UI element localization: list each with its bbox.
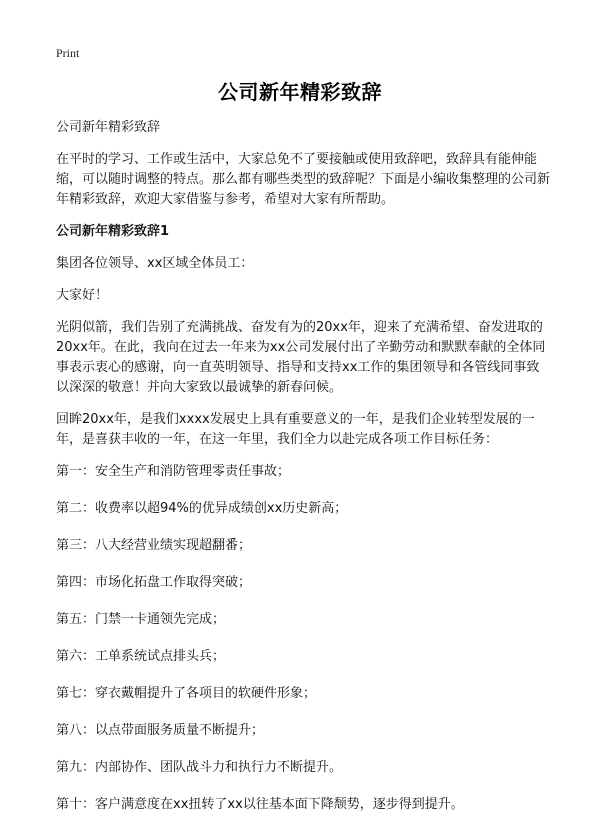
salutation: 集团各位领导、xx区域全体员工： — [56, 256, 254, 271]
print-link[interactable]: Print — [56, 46, 80, 60]
intro-paragraph: 在平时的学习、工作或生活中，大家总免不了要接触或使用致辞吧，致辞具有能伸能缩，可以随时调整的特点。那么都有哪些类型的致辞呢？下面是小编收集整理的公司新年精彩致辞，欢迎大家借鉴与参考，希望对大家有所帮助。 — [56, 152, 551, 207]
list-item: 第一：安全生产和消防管理零责任事故； — [56, 464, 291, 479]
list-item: 第十：客户满意度在xx扭转了xx以往基本面下降颓势，逐步得到提升。 — [56, 797, 464, 812]
document-subtitle: 公司新年精彩致辞 — [56, 120, 161, 135]
list-item: 第二：收费率以超94%的优异成绩创xx历史新高； — [56, 501, 348, 516]
list-item: 第五：门禁一卡通领先完成； — [56, 612, 226, 627]
section-heading: 公司新年精彩致辞1 — [56, 224, 170, 239]
page-title: 公司新年精彩致辞 — [218, 80, 382, 104]
list-item: 第六：工单系统试点排头兵； — [56, 649, 226, 664]
list-item: 第三：八大经营业绩实现超翻番； — [56, 538, 252, 553]
list-item: 第八：以点带面服务质量不断提升； — [56, 723, 265, 738]
list-item: 第九：内部协作、团队战斗力和执行力不断提升。 — [56, 760, 343, 775]
body-paragraph-1: 光阴似箭，我们告别了充满挑战、奋发有为的20xx年，迎来了充满希望、奋发进取的20xx年。在此，我向在过去一年来为xx公司发展付出了辛勤劳动和默默奉献的全体同事表示衷心的感谢，向一直英明领导、指导和支持xx工作的集团领导和各管线同事致以深深的敬意！并向大家致以最诚挚的新春问候。 — [56, 320, 546, 395]
list-item: 第四：市场化拓盘工作取得突破； — [56, 575, 252, 590]
greeting: 大家好！ — [56, 288, 109, 303]
body-paragraph-2: 回眸20xx年，是我们xxxx发展史上具有重要意义的一年，是我们企业转型发展的一年，是喜获丰收的一年，在这一年里，我们全力以赴完成各项工作目标任务： — [56, 412, 535, 447]
list-item: 第七：穿衣戴帽提升了各项目的软硬件形象； — [56, 686, 317, 701]
document-body — [56, 118, 550, 832]
